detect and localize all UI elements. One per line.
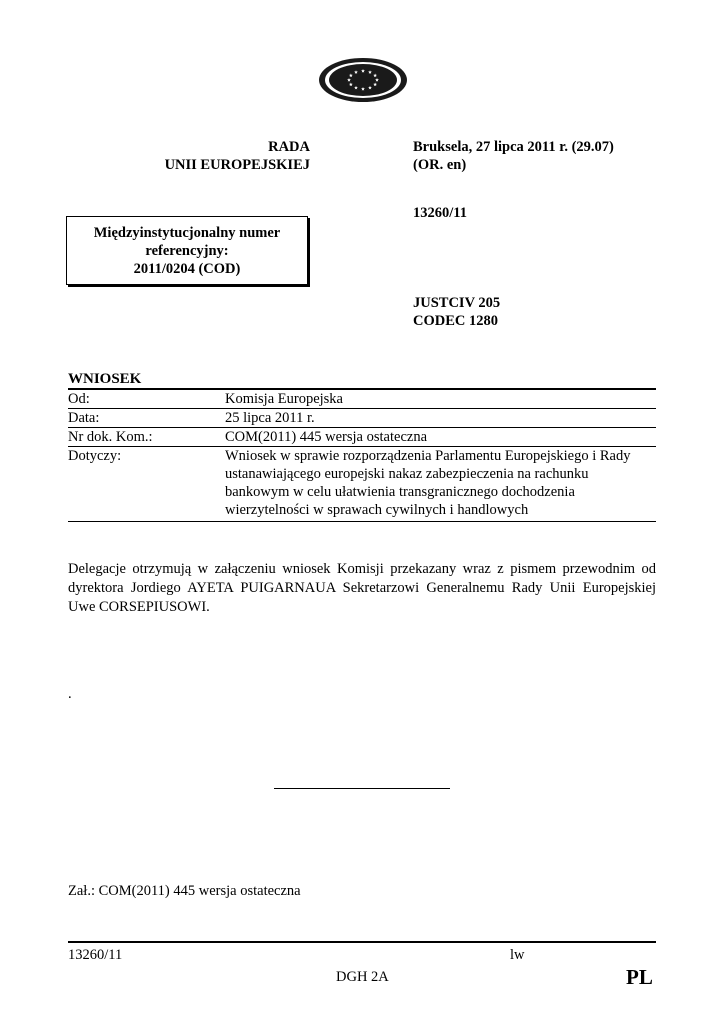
attachment-note: Zał.: COM(2011) 445 wersja ostateczna [68,883,301,899]
reference-box-line2: referencyjny: [145,242,229,259]
footer-department: DGH 2A [336,969,389,985]
code-justciv: JUSTCIV 205 [413,295,501,311]
footer-divider [68,941,656,943]
row-value: COM(2011) 445 wersja ostateczna [225,429,428,445]
subject-line: bankowym w celu ułatwienia transgranicznego dochodzenia [225,484,575,500]
proposal-title: WNIOSEK [68,371,142,387]
subject-line: Wniosek w sprawie rozporządzenia Parlamentu Europejskiego i Rady [225,448,631,464]
original-language: (OR. en) [413,157,467,173]
row-label: Dotyczy: [68,448,122,464]
code-codec: CODEC 1280 [413,313,498,329]
reference-box-line3: 2011/0204 (COD) [133,260,241,277]
council-name-line2: UNII EUROPEJSKIEJ [164,157,310,173]
document-meta [413,138,673,330]
table-row [68,428,656,447]
row-value: Komisja Europejska [225,391,343,407]
document-number: 13260/11 [413,205,467,221]
proposal-table [68,388,656,522]
row-label: Data: [68,410,100,426]
interinstitutional-reference-box [66,216,308,285]
footer-doc-ref: 13260/11 [68,947,123,963]
subject-line: ustanawiającego europejski nakaz zabezpieczenia na rachunku [225,466,589,482]
table-row [68,409,656,428]
subject-line: wierzytelności w sprawach cywilnych i handlowych [225,502,529,518]
row-value: 25 lipca 2011 r. [225,410,315,426]
body-dot: . [68,686,72,702]
eu-council-logo [318,56,408,104]
document-date: Bruksela, 27 lipca 2011 r. (29.07) [413,139,614,155]
row-label: Nr dok. Kom.: [68,429,153,445]
table-row [68,447,656,521]
body-paragraph: Delegacje otrzymują w załączeniu wniosek Komisji przekazany wraz z pismem przewodnim od dyrektora Jordiego AYETA PUIGARNAUA Sekretarzowi Generalnemu Rady Unii Europejskiej Uwe CORSEPIUSOWI. [68,561,656,615]
footer-language-code: PL [626,965,653,989]
row-value [225,447,656,519]
separator-line [274,788,450,789]
council-name-line1: RADA [268,139,310,155]
footer-initials: lw [510,947,525,963]
table-row [68,390,656,409]
reference-box-line1: Międzyinstytucjonalny numer [93,224,281,241]
row-label: Od: [68,391,90,407]
council-name [120,138,310,174]
